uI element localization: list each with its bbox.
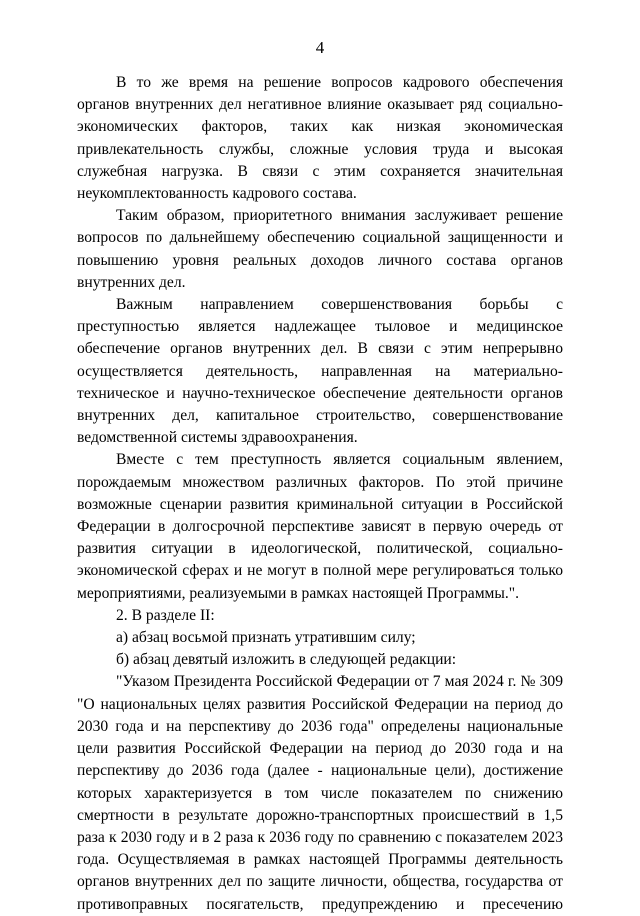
paragraph-section-two: 2. В разделе II:	[116, 606, 215, 624]
page-number: 4	[315, 38, 325, 57]
paragraph-crime-factors: Вместе с тем преступность является социальным явлением, порождаемым множеством различных факторов. По этой причине возможные сценарии развития криминальной ситуации в Российской Федерации в долгосрочной перспективе зависят в первую очередь от развития ситуации в идеологической, политической, социально-экономической сферах и не могут в полной мере регулироваться только мероприятиями, реализуемыми в рамках настоящей Программы.".	[77, 451, 563, 602]
paragraph-item-a: а) абзац восьмой признать утратившим силу;	[116, 629, 416, 647]
paragraph-item-b: б) абзац девятый изложить в следующей редакции:	[116, 651, 457, 669]
paragraph-logistics-medical: Важным направлением совершенствования борьбы с преступностью является надлежащее тыловое и медицинское обеспечение органов внутренних дел. В связи с этим непрерывно осуществляется деятельность, направленная на материально-техническое и научно-техническое обеспечение деятельности органов внутренних дел, капитальное строительство, совершенствование ведомственной системы здравоохранения.	[77, 296, 563, 447]
paragraph-presidential-decree: "Указом Президента Российской Федерации от 7 мая 2024 г. № 309 "О национальных целях развития Российской Федерации на период до 2030 года и на перспективу до 2036 года" определены национальные цели развития Российской Федерации на период до 2030 года и на перспективу до 2036 года (далее - национальные цели), достижение которых характеризуется в том числе показателем по снижению смертности в результате дорожно-транспортных происшествий в 1,5 раза к 2030 году и в 2 раза к 2036 году по сравнению с показателем 2023 года. Осуществляемая в рамках настоящей Программы деятельность органов внутренних дел по защите личности, общества, государства от противоправных посягательств, предупреждению и пресечению	[77, 673, 563, 913]
paragraph-social-protection: Таким образом, приоритетного внимания заслуживает решение вопросов по дальнейшему обеспечению социальной защищенности и повышению уровня реальных доходов личного состава органов внутренних дел.	[77, 207, 563, 291]
document-body	[77, 72, 563, 916]
paragraph-staffing-factors: В то же время на решение вопросов кадрового обеспечения органов внутренних дел негативное влияние оказывает ряд социально-экономических факторов, таких как низкая экономическая привлекательность службы, сложные условия труда и высокая служебная нагрузка. В связи с этим сохраняется значительная неукомплектованность кадрового состава.	[77, 74, 563, 203]
